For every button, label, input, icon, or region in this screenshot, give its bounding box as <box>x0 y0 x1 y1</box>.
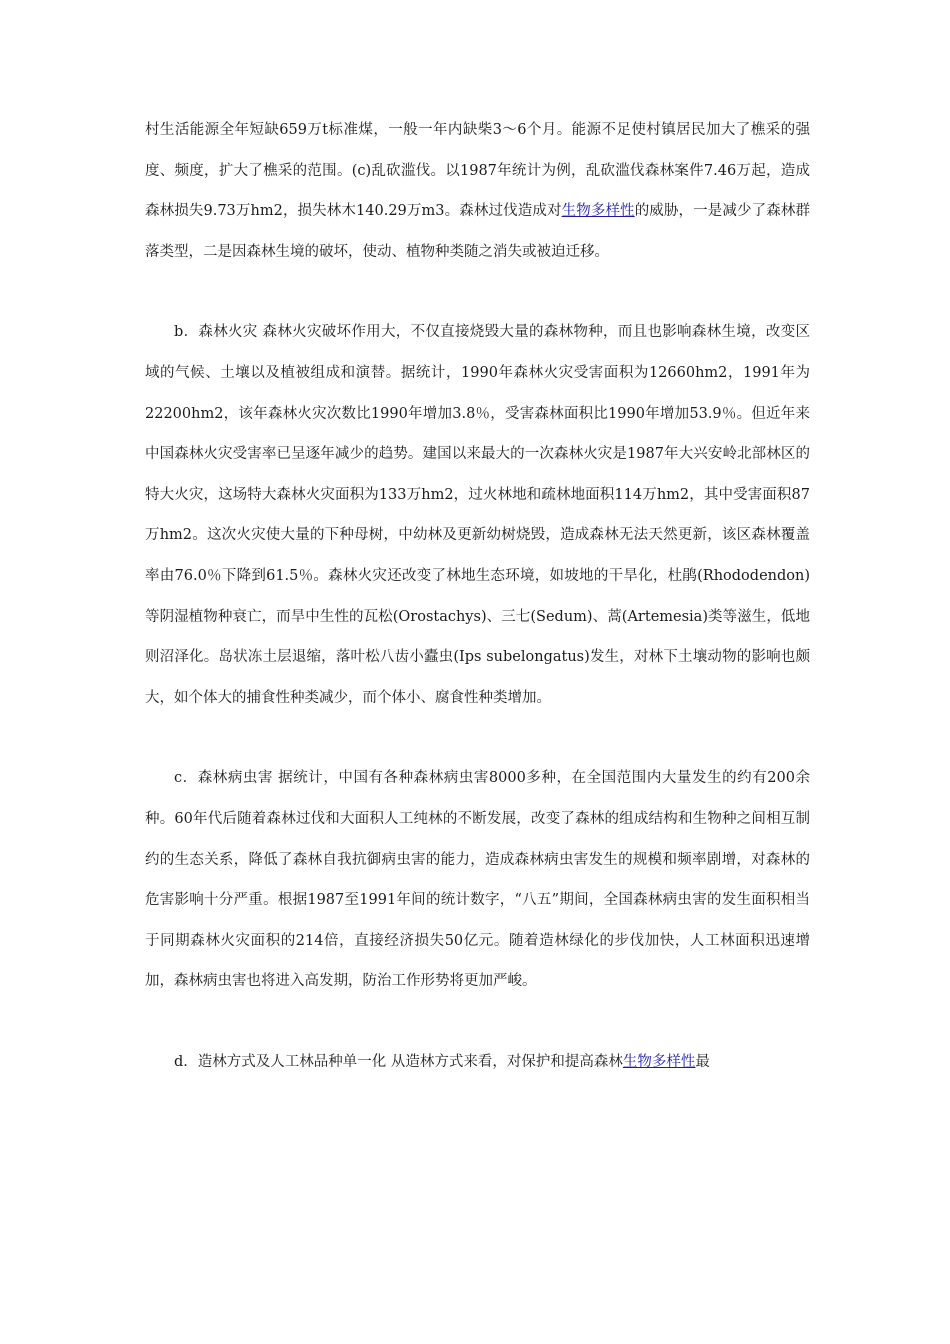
document-page <box>145 110 810 1122</box>
paragraph-afforestation <box>145 1042 810 1083</box>
paragraph-forest-pests <box>145 758 810 1002</box>
paragraph-1-text-b: 的威胁，一是减少了森林群落类型，二是因森林生境的破坏，使动、植物种类随之消失或被迫迁移。 <box>145 203 811 260</box>
biodiversity-link[interactable]: 生物多样性 <box>622 1053 696 1070</box>
paragraph-forest-pests-text: c．森林病虫害 据统计，中国有各种森林病虫害8000多种，在全国范围内大量发生的约有200余种。60年代后随着森林过伐和大面积人工纯林的不断发展，改变了森林的组成结构和生物种之间相互制约的生态关系，降低了森林自我抗御病虫害的能力，造成森林病虫害发生的规模和频率剧增，对森林的危害影响十分严重。根据1987至1991年间的统计数字，“八五”期间，全国森林病虫害的发生面积相当于同期森林火灾面积的214倍，直接经济损失50亿元。随着造林绿化的步伐加快，人工林面积迅速增加，森林病虫害也将进入高发期，防治工作形势将更加严峻。 <box>145 770 810 990</box>
paragraph-forest-fire <box>145 312 810 718</box>
paragraph-forest-fire-text: b．森林火灾 森林火灾破坏作用大，不仅直接烧毁大量的森林物种，而且也影响森林生境，改变区域的气候、土壤以及植被组成和演替。据统计，1990年森林火灾受害面积为12660hm2，1991年为22200hm2，该年森林火灾次数比1990年增加3.8％，受害森林面积比1990年增加53.9％。但近年来中国森林火灾受害率已呈逐年减少的趋势。建国以来最大的一次森林火灾是1987年大兴安岭北部林区的特大火灾，这场特大森林火灾面积为133万hm2，过火林地和疏林地面积114万hm2，其中受害面积87万hm2。这次火灾使大量的下种母树，中幼林及更新幼树烧毁，造成森林无法天然更新，该区森林覆盖率由76.0％下降到61.5％。森林火灾还改变了林地生态环境，如坡地的干旱化，杜鹃(Rhododendon)等阴湿植物种衰亡，而旱中生性的瓦松(Orostachys)、三七(Sedum)、蒿(Artemesia)类等滋生，低地则沼泽化。岛状冻土层退缩，落叶松八齿小蠹虫(Ips subelongatus)发生，对林下土壤动物的影响也颇大，如个体大的捕食性种类减少，而个体小、腐食性种类增加。 <box>145 324 810 706</box>
biodiversity-link[interactable]: 生物多样性 <box>561 203 635 220</box>
paragraph-1 <box>145 110 810 272</box>
paragraph-afforestation-text-b: 最 <box>695 1053 710 1070</box>
paragraph-1-text-a: 村生活能源全年短缺659万t标准煤，一般一年内缺柴3～6个月。能源不足使村镇居民加大了樵采的强度、频度，扩大了樵采的范围。(c)乱砍滥伐。以1987年统计为例，乱砍滥伐森林案件7.46万起，造成森林损失9.73万hm2，损失林木140.29万m3。森林过伐造成对 <box>145 122 810 220</box>
paragraph-afforestation-text-a: d．造林方式及人工林品种单一化 从造林方式来看，对保护和提高森林 <box>174 1053 623 1070</box>
